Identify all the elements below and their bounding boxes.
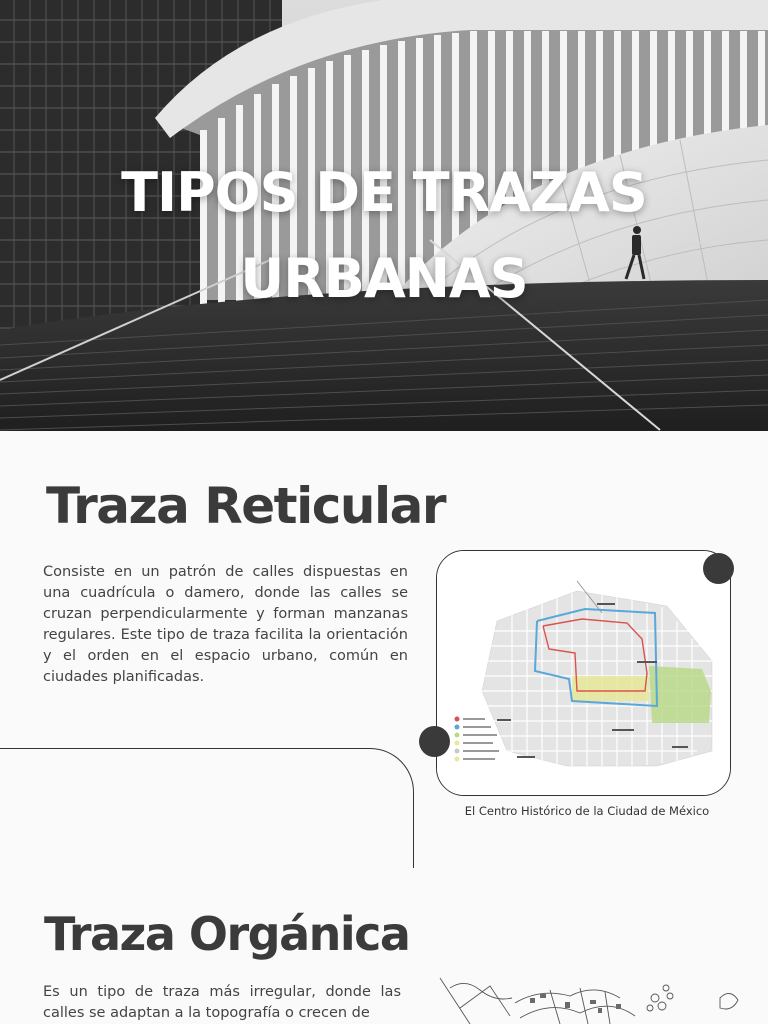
figure-caption: El Centro Histórico de la Ciudad de México [464,804,710,818]
decorative-curve [0,748,414,868]
title-line-2: URBANAS [240,247,528,310]
page-title [0,150,768,322]
decorative-dot [419,726,450,757]
section-heading-reticular: Traza Reticular [46,477,445,535]
title-line-1: TIPOS DE TRAZAS [121,161,647,224]
city-map-image [437,551,731,796]
decorative-dot [703,553,734,584]
section-body-organica: Es un tipo de traza más irregular, donde las calles se adaptan a la topografía o crecen de [43,984,401,1021]
section-body-reticular: Consiste en un patrón de calles dispuestas en una cuadrícula o damero, donde las calles se cruzan perpendicularmente y forman manzanas regulares. Este tipo de traza facilita la orientación y el orden en el espacio urbano, común en ciudades planificadas. [43,564,408,685]
hero-banner [0,0,768,431]
organic-plan-sketch [420,968,768,1024]
map-figure-frame [436,550,731,796]
section-heading-organica: Traza Orgánica [44,907,410,961]
